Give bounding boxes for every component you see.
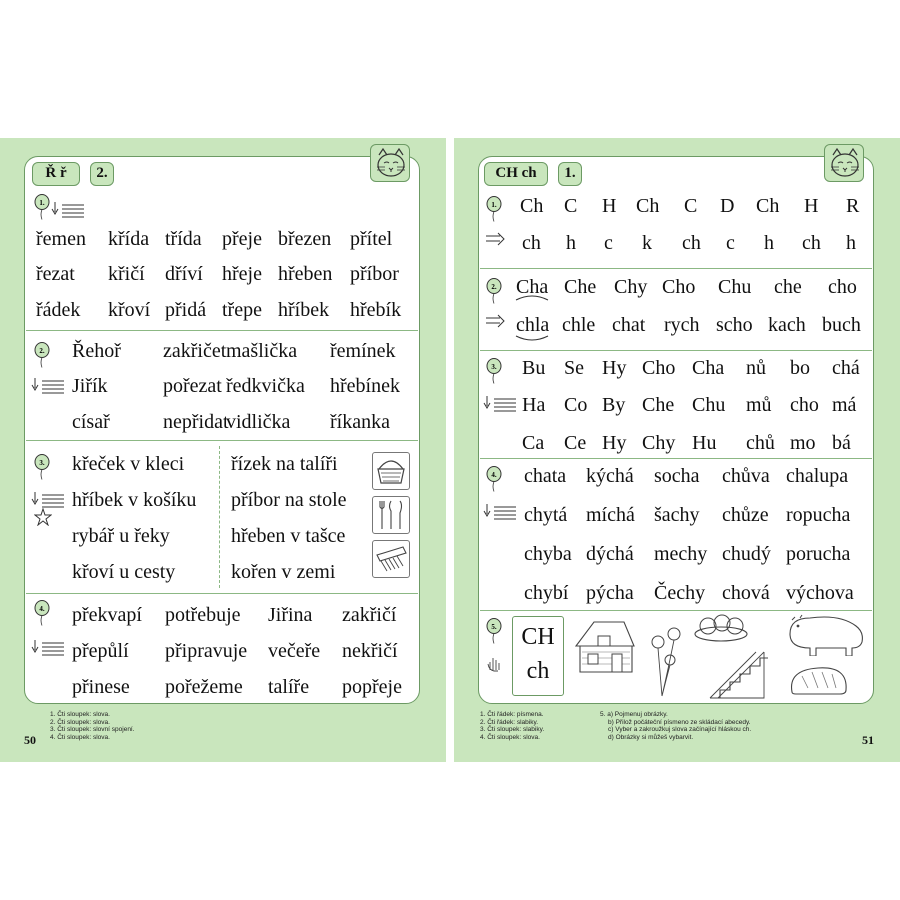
syllable: Ce bbox=[564, 432, 587, 454]
word: hřeben bbox=[278, 263, 333, 285]
svg-text:3.: 3. bbox=[39, 459, 45, 467]
syllable: Chy bbox=[614, 276, 648, 298]
balloon-icon bbox=[34, 194, 50, 220]
syllable: cho bbox=[828, 276, 857, 298]
part-badge: 2. bbox=[90, 162, 114, 186]
phrase: křoví u cesty bbox=[72, 561, 176, 583]
word: třída bbox=[165, 228, 202, 250]
syllable: Che bbox=[642, 394, 675, 416]
hand-icon bbox=[486, 654, 502, 677]
phrase: kořen v zemi bbox=[231, 561, 336, 583]
letter: ch bbox=[682, 232, 701, 254]
down-arrow-lines-icon bbox=[50, 200, 88, 225]
down-arrow-lines-icon bbox=[482, 502, 520, 527]
word: pořežeme bbox=[165, 676, 243, 698]
word: chudý bbox=[722, 543, 771, 565]
balloon-icon bbox=[486, 278, 502, 304]
word: porucha bbox=[786, 543, 851, 565]
syllable: Ha bbox=[522, 394, 546, 416]
letter: h bbox=[764, 232, 774, 254]
down-arrow-lines-icon bbox=[482, 394, 520, 419]
letter-badge: Ř ř bbox=[32, 162, 80, 186]
syllable: bá bbox=[832, 432, 851, 454]
word: chová bbox=[722, 582, 770, 604]
syllable: Se bbox=[564, 357, 584, 379]
word: připravuje bbox=[165, 640, 248, 662]
word: pýcha bbox=[586, 582, 634, 604]
word: březen bbox=[278, 228, 332, 250]
word: přepůlí bbox=[72, 640, 129, 662]
word: zakřičí bbox=[342, 604, 397, 626]
divider bbox=[26, 330, 418, 331]
syllable: Chy bbox=[642, 432, 676, 454]
svg-text:5.: 5. bbox=[491, 623, 497, 631]
word: potřebuje bbox=[165, 604, 241, 626]
instructions-right: 5. a) Pojmenuj obrázky. b) Přilož počáteční písmeno ze skládací abecedy. c) Vyber a zakroužkuj slova začínající hláskou ch. d) Obrázky si můžeš vybarvit. bbox=[600, 711, 752, 741]
letter: k bbox=[642, 232, 652, 254]
cottage-picture bbox=[572, 616, 638, 681]
bowl-picture bbox=[692, 610, 750, 649]
syllable: chů bbox=[746, 432, 775, 454]
word: chůze bbox=[722, 504, 769, 526]
basket-picture bbox=[372, 452, 410, 490]
word: křičí bbox=[108, 263, 145, 285]
word: večeře bbox=[268, 640, 321, 662]
word: řádek bbox=[36, 299, 81, 321]
divider bbox=[26, 440, 418, 441]
word: přidá bbox=[165, 299, 207, 321]
word: ropucha bbox=[786, 504, 851, 526]
syllable: bo bbox=[790, 357, 810, 379]
word: křída bbox=[108, 228, 150, 250]
word: mechy bbox=[654, 543, 708, 565]
right-arrow-icon bbox=[484, 314, 508, 333]
bread-picture bbox=[788, 664, 850, 703]
letter: h bbox=[846, 232, 856, 254]
divider bbox=[480, 350, 872, 351]
phrase: rybář u řeky bbox=[72, 525, 170, 547]
word: řezat bbox=[36, 263, 75, 285]
letter: H bbox=[602, 195, 617, 217]
phrase: hřeben v tašce bbox=[231, 525, 346, 547]
svg-text:1.: 1. bbox=[39, 199, 45, 207]
word: chytá bbox=[524, 504, 568, 526]
word: kýchá bbox=[586, 465, 634, 487]
word: buch bbox=[822, 314, 861, 336]
phrase: křeček v kleci bbox=[72, 453, 185, 475]
syllable: Chu bbox=[692, 394, 726, 416]
letter: ch bbox=[802, 232, 821, 254]
word: přeje bbox=[222, 228, 262, 250]
svg-text:3.: 3. bbox=[491, 363, 497, 371]
word: dýchá bbox=[586, 543, 634, 565]
svg-text:4.: 4. bbox=[491, 471, 497, 479]
letter: Ch bbox=[756, 195, 780, 217]
letter: H bbox=[804, 195, 819, 217]
svg-text:4.: 4. bbox=[39, 605, 45, 613]
syllable: Cho bbox=[662, 276, 696, 298]
syllable: Bu bbox=[522, 357, 546, 379]
letter: C bbox=[564, 195, 578, 217]
left-page bbox=[0, 138, 446, 762]
down-arrow-lines-icon bbox=[30, 638, 68, 663]
balloon-icon bbox=[486, 358, 502, 384]
balloon-icon bbox=[486, 466, 502, 492]
divider bbox=[480, 268, 872, 269]
word: překvapí bbox=[72, 604, 142, 626]
syllable: Hy bbox=[602, 357, 627, 379]
phrase: řízek na talíři bbox=[231, 453, 338, 475]
ch-letter-card bbox=[512, 616, 564, 696]
flowers-picture bbox=[646, 624, 686, 705]
word: Čechy bbox=[654, 582, 706, 604]
page-number: 50 bbox=[24, 733, 36, 747]
letter-badge: CH ch bbox=[484, 162, 548, 186]
word: nekřičí bbox=[342, 640, 398, 662]
star-icon bbox=[34, 508, 52, 531]
balloon-icon bbox=[34, 600, 50, 626]
balloon-icon bbox=[486, 618, 502, 644]
word: hřeje bbox=[222, 263, 262, 285]
word: Jiřina bbox=[268, 604, 313, 626]
word: ředkvička bbox=[226, 375, 305, 397]
balloon-icon bbox=[34, 342, 50, 368]
word: třepe bbox=[222, 299, 262, 321]
ch-upper: CH bbox=[521, 624, 555, 650]
word: chůva bbox=[722, 465, 770, 487]
phrase: hříbek v košíku bbox=[72, 489, 197, 511]
letter: C bbox=[684, 195, 698, 217]
word: chalupa bbox=[786, 465, 849, 487]
svg-text:2.: 2. bbox=[39, 347, 45, 355]
cat-icon bbox=[824, 144, 864, 182]
right-page bbox=[454, 138, 900, 762]
letter: c bbox=[726, 232, 735, 254]
word: mašlička bbox=[226, 340, 298, 362]
cutlery-picture bbox=[372, 496, 410, 534]
word: Řehoř bbox=[72, 340, 121, 362]
syllable: Cha bbox=[692, 357, 725, 379]
word: výchova bbox=[786, 582, 854, 604]
letter: Ch bbox=[520, 195, 544, 217]
word: příbor bbox=[350, 263, 399, 285]
syllable: che bbox=[774, 276, 802, 298]
word: chla bbox=[516, 314, 550, 336]
syllable: má bbox=[832, 394, 857, 416]
syllable: Ca bbox=[522, 432, 545, 454]
syllable: Co bbox=[564, 394, 588, 416]
word: kach bbox=[768, 314, 806, 336]
syllable: mů bbox=[746, 394, 772, 416]
syllable: Che bbox=[564, 276, 597, 298]
down-arrow-lines-icon bbox=[30, 376, 68, 401]
divider bbox=[480, 458, 872, 459]
divider bbox=[480, 610, 872, 611]
word: dříví bbox=[165, 263, 203, 285]
syllable: Hy bbox=[602, 432, 627, 454]
word: přítel bbox=[350, 228, 393, 250]
instructions-left: 1. Čti řádek: písmena. 2. Čti řádek: slabiky. 3. Čti sloupek: slabiky. 4. Čti sloupek: slova. bbox=[480, 711, 545, 741]
word: zakřičet bbox=[163, 340, 227, 362]
syllable: Hu bbox=[692, 432, 717, 454]
word: talíře bbox=[268, 676, 310, 698]
balloon-icon bbox=[486, 196, 502, 222]
word: hřebík bbox=[350, 299, 402, 321]
syllable: Chu bbox=[718, 276, 752, 298]
balloon-icon bbox=[34, 454, 50, 480]
word: scho bbox=[716, 314, 753, 336]
word: vidlička bbox=[226, 411, 291, 433]
syllable: By bbox=[602, 394, 626, 416]
column-divider bbox=[219, 446, 220, 588]
letter: ch bbox=[522, 232, 541, 254]
word: chybí bbox=[524, 582, 569, 604]
part-badge: 1. bbox=[558, 162, 582, 186]
letter: D bbox=[720, 195, 735, 217]
word: pořezat bbox=[163, 375, 222, 397]
word: socha bbox=[654, 465, 700, 487]
word: míchá bbox=[586, 504, 635, 526]
syllable: Cha bbox=[516, 276, 549, 298]
word: křoví bbox=[108, 299, 151, 321]
instructions: 1. Čti sloupek: slova. 2. Čti sloupek: slova. 3. Čti sloupek: slovní spojení. 4. Čti sloupek: slova. bbox=[50, 711, 135, 741]
syllable: Cho bbox=[642, 357, 676, 379]
word: šachy bbox=[654, 504, 700, 526]
comb-picture bbox=[372, 540, 410, 578]
phrase: příbor na stole bbox=[231, 489, 347, 511]
svg-text:2.: 2. bbox=[491, 283, 497, 291]
right-arrow-icon bbox=[484, 232, 508, 251]
ch-lower: ch bbox=[526, 658, 550, 684]
word: řemínek bbox=[330, 340, 396, 362]
word: chle bbox=[562, 314, 596, 336]
word: chata bbox=[524, 465, 567, 487]
word: nepřidat bbox=[163, 411, 229, 433]
letter: c bbox=[604, 232, 613, 254]
cat-icon bbox=[370, 144, 410, 182]
word: hřebínek bbox=[330, 375, 400, 397]
word: řemen bbox=[36, 228, 86, 250]
page-number: 51 bbox=[862, 733, 874, 747]
word: chyba bbox=[524, 543, 572, 565]
syllable: nů bbox=[746, 357, 766, 379]
word: rych bbox=[664, 314, 700, 336]
word: chat bbox=[612, 314, 646, 336]
letter: R bbox=[846, 195, 860, 217]
stairs-picture bbox=[708, 648, 770, 705]
word: přinese bbox=[72, 676, 130, 698]
letter: h bbox=[566, 232, 576, 254]
syllable: cho bbox=[790, 394, 819, 416]
divider bbox=[26, 593, 418, 594]
word: císař bbox=[72, 411, 110, 433]
word: hříbek bbox=[278, 299, 330, 321]
word: říkanka bbox=[330, 411, 390, 433]
word: Jiřík bbox=[72, 375, 108, 397]
word: popřeje bbox=[342, 676, 402, 698]
syllable: mo bbox=[790, 432, 816, 454]
syllable: chá bbox=[832, 357, 860, 379]
svg-text:1.: 1. bbox=[491, 201, 497, 209]
hippo-picture bbox=[784, 612, 868, 661]
letter: Ch bbox=[636, 195, 660, 217]
